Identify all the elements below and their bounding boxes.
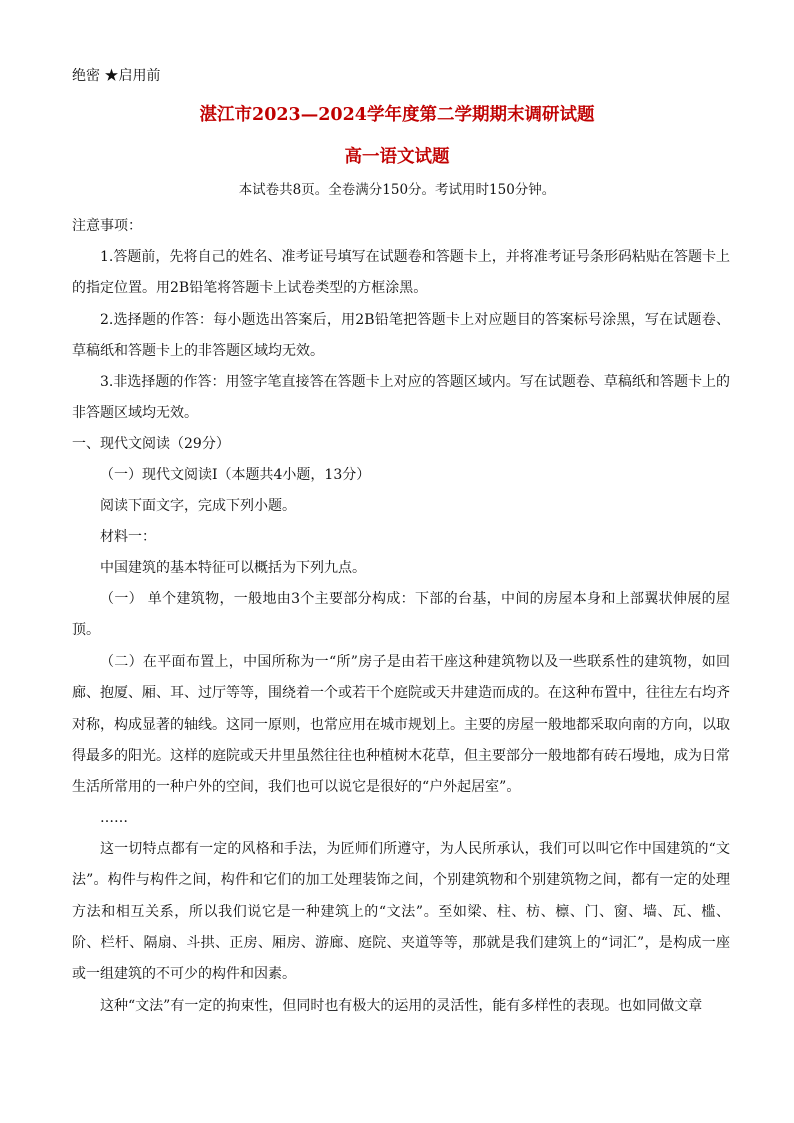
note-item-3: 3.非选择题的作答：用签字笔直接答在答题卡上对应的答题区域内。写在试题卷、草稿纸和答题卡上的非答题区域均无效。 — [72, 374, 730, 422]
paragraph-2: （一） 单个建筑物，一般地由3个主要部分构成：下部的台基，中间的房屋本身和上部翼状伸展的屋顶。 — [72, 591, 730, 639]
note-item-2: 2.选择题的作答：每小题选出答案后，用2B铅笔把答题卡上对应题目的答案标号涂黑，写在试题卷、草稿纸和答题卡上的非答题区域均无效。 — [72, 312, 730, 360]
material-label: 材料一： — [100, 529, 156, 545]
section-heading: 一、现代文阅读（29分） — [72, 436, 230, 452]
exam-info: 本试卷共8页。全卷满分150分。考试用时150分钟。 — [238, 182, 556, 198]
paragraph-5: 这种“文法”有一定的拘束性，但同时也有极大的运用的灵活性，能有多样性的表现。也如同做文章 — [100, 998, 703, 1014]
subsection-heading: （一）现代文阅读Ⅰ（本题共4小题，13分） — [100, 467, 371, 483]
paragraph-4: 这一切特点都有一定的风格和手法，为匠师们所遵守，为人民所承认，我们可以叫它作中国建筑的“文法”。构件与构件之间，构件和它们的加工处理装饰之间，个别建筑物和个别建筑物之间，都有一定的处理方法和相互关系，所以我们说它是一种建筑上的“文法”。至如梁、柱、枋、檩、门、窗、墙、瓦、槛、阶、栏杆、隔扇、斗拱、正房、厢房、游廊、庭院、夹道等等，那就是我们建筑上的“词汇”，是构成一座或一组建筑的不可少的构件和因素。 — [72, 841, 730, 983]
note-item-1: 1.答题前，先将自己的姓名、准考证号填写在试题卷和答题卡上，并将准考证号条形码粘贴在答题卡上的指定位置。用2B铅笔将答题卡上试卷类型的方框涂黑。 — [72, 249, 730, 297]
paragraph-3: （二）在平面布置上，中国所称为一“所”房子是由若干座这种建筑物以及一些联系性的建筑物，如回廊、抱厦、厢、耳、过厅等等，围绕着一个或若干个庭院或天井建造而成的。在这种布置中，往往左右均齐对称，构成显著的轴线。这同一原则，也常应用在城市规划上。主要的房屋一般地都采取向南的方向，以取得最多的阳光。这样的庭院或天井里虽然往往也种植树木花草，但主要部分一般地都有砖石墁地，成为日常生活所常用的一种户外的空间，我们也可以说它是很好的“户外起居室”。 — [72, 654, 730, 796]
notes-heading: 注意事项： — [72, 218, 142, 234]
paragraph-1: 中国建筑的基本特征可以概括为下列九点。 — [100, 560, 366, 576]
exam-title: 湛江市2023—2024学年度第二学期期末调研试题 — [199, 105, 595, 125]
reading-instruction: 阅读下面文字，完成下列小题。 — [100, 498, 296, 514]
ellipsis: …… — [100, 810, 128, 826]
exam-subtitle: 高一语文试题 — [344, 147, 450, 167]
secret-mark: 绝密 ★启用前 — [72, 68, 161, 84]
